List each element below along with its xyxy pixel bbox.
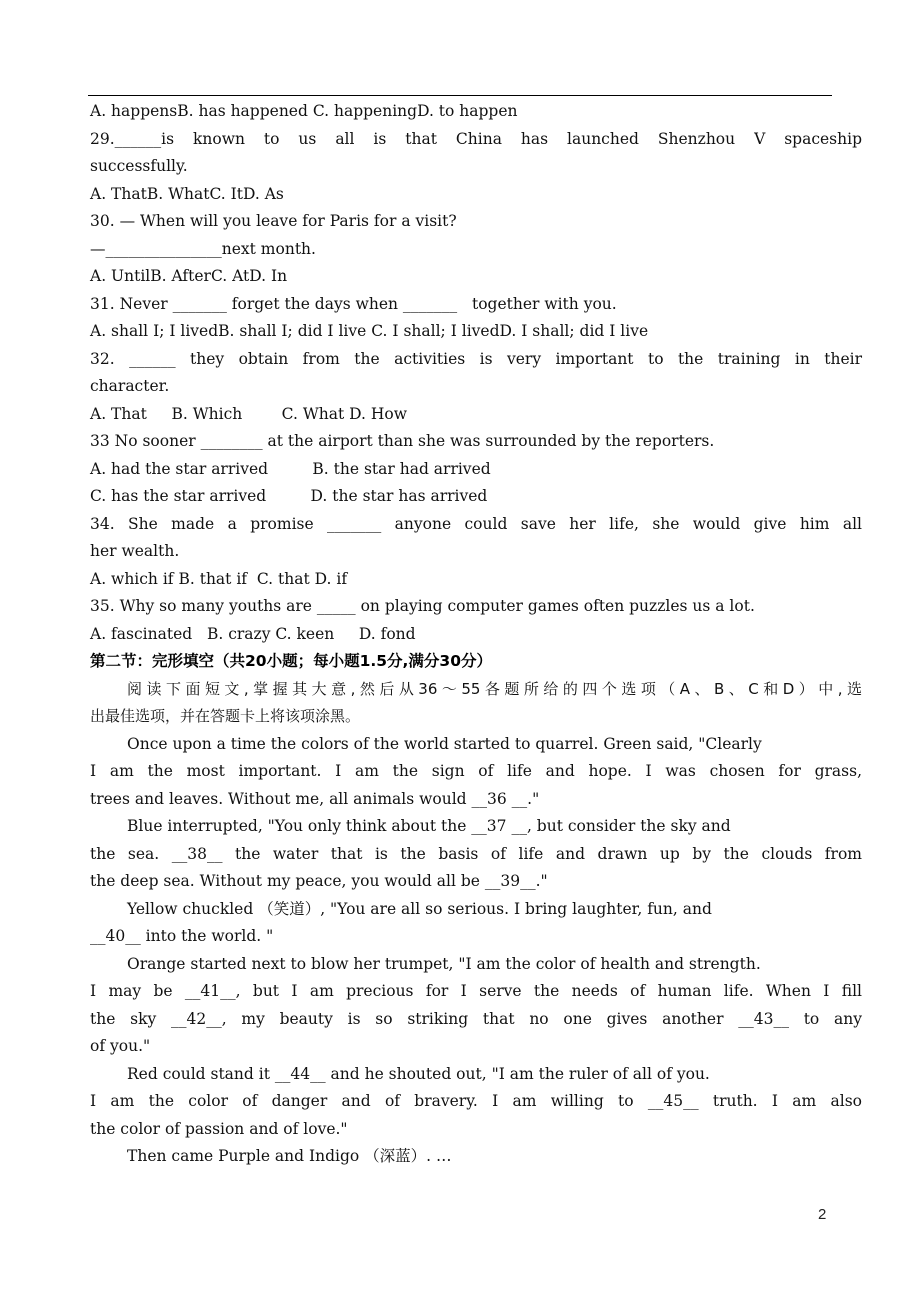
passage-line: the deep sea. Without my peace, you would all be __39__." bbox=[90, 872, 548, 890]
question-line: 32. ______ they obtain from the activities is very important to the training in their bbox=[90, 349, 862, 368]
question-line: 35. Why so many youths are _____ on playing computer games often puzzles us a lot. bbox=[90, 597, 755, 615]
passage-line: __40__ into the world. " bbox=[90, 927, 274, 945]
passage-line: the sky __42__, my beauty is so striking that no one gives another __43__ to any bbox=[90, 1009, 862, 1028]
answer-options: A. which if B. that if C. that D. if bbox=[90, 569, 348, 588]
answer-options: A. had the star arrived B. the star had arrived bbox=[90, 459, 491, 478]
passage-line: trees and leaves. Without me, all animals would __36 __." bbox=[90, 789, 540, 808]
answer-options: A. fascinated B. crazy C. keen D. fond bbox=[90, 624, 416, 643]
question-line: 31. Never _______ forget the days when _______ together with you. bbox=[90, 294, 617, 313]
answer-options: A. happensB. has happened C. happeningD. to happen bbox=[90, 102, 518, 120]
question-line: 34. She made a promise _______ anyone could save her life, she would give him all bbox=[90, 514, 862, 533]
answer-options: A. That B. Which C. What D. How bbox=[90, 404, 407, 423]
answer-options: C. has the star arrived D. the star has arrived bbox=[90, 487, 488, 505]
answer-options: A. shall I; I livedB. shall I; did I live C. I shall; I livedD. I shall; did I live bbox=[90, 322, 649, 340]
question-line: 33 No sooner ________ at the airport than she was surrounded by the reporters. bbox=[90, 432, 715, 450]
section-heading: 第二节：完形填空（共20小题；每小题1.5分,满分30分） bbox=[90, 652, 492, 670]
passage-line: Orange started next to blow her trumpet, "I am the color of health and strength. bbox=[127, 954, 761, 973]
document-body bbox=[90, 98, 862, 1171]
passage-line: the color of passion and of love." bbox=[90, 1119, 348, 1138]
passage-line: Blue interrupted, "You only think about the __37 __, but consider the sky and bbox=[127, 817, 731, 835]
instruction-line: 阅读下面短文,掌握其大意,然后从36～55各题所给的四个选项（A、B、C和D）中,选 bbox=[127, 679, 862, 698]
question-line: character. bbox=[90, 377, 170, 395]
passage-line: of you." bbox=[90, 1037, 151, 1055]
passage-line: I may be __41__, but I am precious for I serve the needs of human life. When I fill bbox=[90, 982, 862, 1000]
question-line: her wealth. bbox=[90, 542, 180, 560]
question-line: 30. — When will you leave for Paris for a visit? bbox=[90, 212, 457, 230]
passage-line: I am the most important. I am the sign of life and hope. I was chosen for grass, bbox=[90, 762, 862, 780]
question-line: 29.______is known to us all is that China has launched Shenzhou V spaceship bbox=[90, 129, 862, 148]
passage-line: the sea. __38__ the water that is the basis of life and drawn up by the clouds from bbox=[90, 844, 862, 863]
page-number: 2 bbox=[818, 1206, 827, 1223]
answer-options: A. UntilB. AfterC. AtD. In bbox=[90, 267, 288, 285]
answer-options: A. ThatB. WhatC. ItD. As bbox=[90, 184, 284, 203]
passage-line: Yellow chuckled （笑道）, "You are all so serious. I bring laughter, fun, and bbox=[127, 899, 712, 918]
header-rule bbox=[88, 95, 832, 96]
instruction-line: 出最佳选项，并在答题卡上将该项涂黑。 bbox=[90, 707, 361, 725]
passage-line: Then came Purple and Indigo （深蓝）. … bbox=[127, 1147, 452, 1165]
passage-line: Red could stand it __44__ and he shouted out, "I am the ruler of all of you. bbox=[127, 1064, 710, 1083]
question-line: successfully. bbox=[90, 157, 188, 175]
passage-line: Once upon a time the colors of the world started to quarrel. Green said, "Clearly bbox=[127, 734, 762, 753]
passage-line: I am the color of danger and of bravery. I am willing to __45__ truth. I am also bbox=[90, 1092, 862, 1110]
question-line: —_______________next month. bbox=[90, 239, 316, 258]
